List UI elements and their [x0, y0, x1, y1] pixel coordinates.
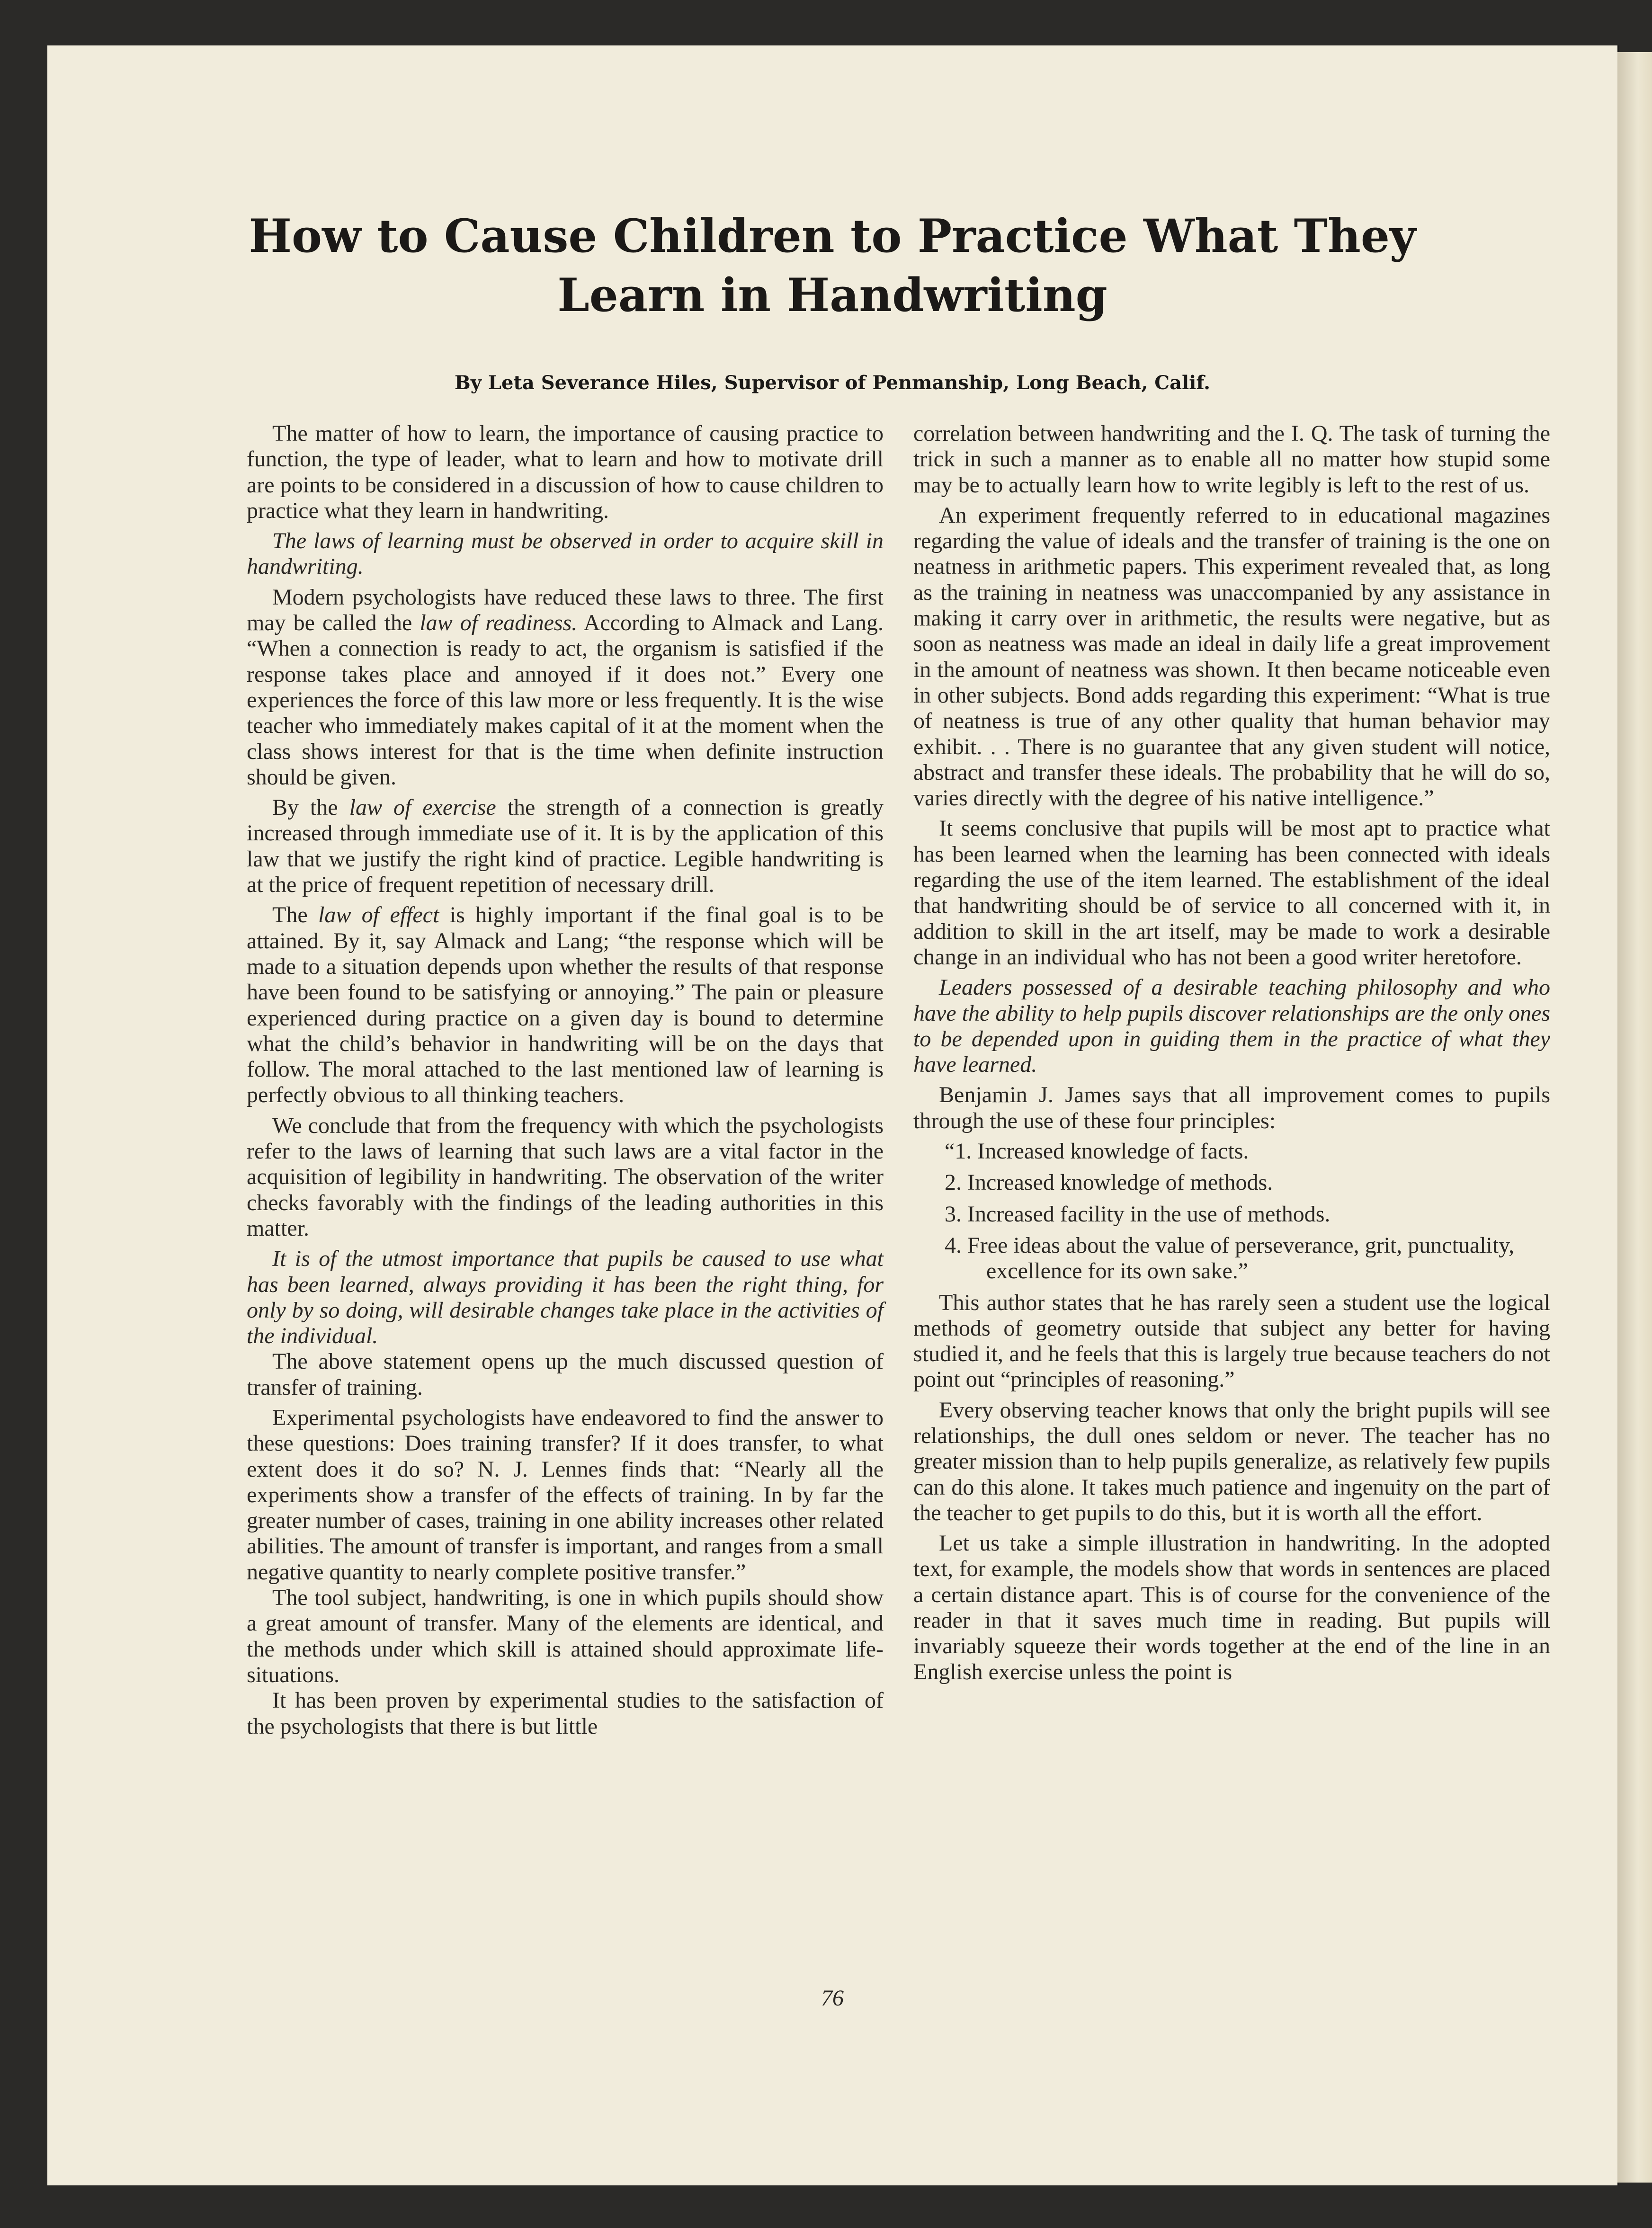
paragraph: Every observing teacher knows that only the bright pupils will see relationships, the dull ones seldom or never. The teacher has no greater mission than to help pupils generalize, as relatively few pupils can do this alone. It takes much patience and ingenuity on the part of the teacher to get pupils to do this, but it is worth all the effort. — [913, 1397, 1550, 1525]
article-title — [47, 206, 1617, 325]
paragraph: The tool subject, handwriting, is one in which pupils should show a great amount of transfer. Many of the elements are identical, and the methods under which skill is attained should approximate life-situations. — [247, 1585, 884, 1687]
paragraph — [247, 585, 884, 790]
right-column — [913, 421, 1550, 1690]
italic-principle: It is of the utmost importance that pupils be caused to use what has been learned, always providing it has been the right thing, for only by so doing, will desirable changes take place in the activities of the individual. — [247, 1246, 884, 1349]
list-item: 2. Increased knowledge of methods. — [945, 1170, 1273, 1195]
paragraph-text: the strength of a connection is greatly increased through immediate use of it. It is by the application of this law that we justify the right kind of practice. Legible handwriting is at the price of frequent repetition of necessary drill. — [247, 795, 884, 898]
paragraph: This author states that he has rarely seen a student use the logical methods of geometry outside that subject any better for having studied it, and he feels that this is largely true because teachers do not point out “principles of reasoning.” — [913, 1290, 1550, 1392]
paragraph-text: Modern psychologists have reduced these laws to three. The first may be called the — [247, 584, 884, 636]
list-item: “1. Increased knowledge of facts. — [945, 1139, 1249, 1164]
law-of-exercise-term: law of exercise — [349, 795, 496, 820]
paragraph: Let us take a simple illustration in handwriting. In the adopted text, for example, the models show that words in sentences are placed a certain distance apart. This is of course for the convenience of the reader in that it saves much time in reading. But pupils will invariably squeeze their words together at the end of the line in an English exercise unless the point is — [913, 1531, 1550, 1684]
paragraph-text: According to Almack and Lang. “When a connection is ready to act, the organism is satisfied if the response takes place and annoyed if it does not.” Every one experiences the force of this law more or less frequently. It is the wise teacher who immediately makes capital of it at the moment when the class shows interest for that is the time when definite instruction should be given. — [247, 610, 884, 790]
paragraph-text: The — [272, 902, 319, 928]
list-item: 3. Increased facility in the use of methods. — [945, 1201, 1331, 1227]
title-line-1: How to Cause Children to Practice What They — [249, 209, 1416, 263]
paragraph: correlation between handwriting and the I. Q. The task of turning the trick in such a manner as to enable all no matter how stupid some may be to actually learn how to write legibly is left to the rest of us. — [913, 421, 1550, 498]
paragraph — [247, 795, 884, 898]
paragraph: An experiment frequently referred to in educational magazines regarding the value of ideals and the transfer of training is the one on neatness in arithmetic papers. This experiment revealed that, as long as the training in neatness was unaccompanied by any assistance in making it carry over in arithmetic, the results were negative, but as soon as neatness was made an ideal in daily life a great improvement in the amount of neatness was shown. It then became noticeable even in other subjects. Bond adds regarding this experiment: “What is true of neatness is true of any other quality that human behavior may exhibit. . . There is no guarantee that any given student will notice, abstract and transfer these ideals. The probability that he will do so, varies directly with the degree of his native intelligence.” — [913, 502, 1550, 811]
magazine-page — [47, 45, 1617, 2185]
list-item: 4. Free ideas about the value of perseverance, grit, punctuality, excellence for its own sake.” — [945, 1232, 1515, 1284]
paragraph — [247, 902, 884, 1108]
paragraph: It seems conclusive that pupils will be most apt to practice what has been learned when the learning has been connected with ideals regarding the use of the item learned. The establishment of the ideal that handwriting should be of service to all concerned with it, in addition to skill in the art itself, may be made to work a desirable change in an individual who has not been a good writer heretofore. — [913, 816, 1550, 970]
title-line-2: Learn in Handwriting — [557, 268, 1107, 322]
paragraph: We conclude that from the frequency with which the psychologists refer to the laws of learning that such laws are a vital factor in the acquisition of legibility in handwriting. The observation of the writer checks favorably with the findings of the leading authorities in this matter. — [247, 1113, 884, 1241]
byline: By Leta Severance Hiles, Supervisor of Penmanship, Long Beach, Calif. — [454, 372, 1211, 394]
italic-principle: Leaders possessed of a desirable teaching philosophy and who have the ability to help pupils discover relationships are the only ones to be depended upon in guiding them in the practice of what they have learned. — [913, 975, 1550, 1078]
page-number: 76 — [821, 1986, 844, 2011]
next-page-edge — [1617, 52, 1652, 2183]
left-column — [247, 421, 884, 1744]
paragraph: Experimental psychologists have endeavored to find the answer to these questions: Does training transfer? If it does transfer, to what extent does it do so? N. J. Lennes finds that: “Nearly all the experiments show a transfer of the effects of training. In by far the greater number of cases, training in one ability increases other related abilities. The amount of transfer is important, and ranges from a small negative quantity to nearly complete positive transfer.” — [247, 1405, 884, 1585]
paragraph: Benjamin J. James says that all improvement comes to pupils through the use of these four principles: — [913, 1082, 1550, 1133]
principles-list — [913, 1139, 1550, 1284]
paragraph: The matter of how to learn, the importance of causing practice to function, the type of leader, what to learn and how to motivate drill are points to be considered in a discussion of how to cause children to practice what they learn in handwriting. — [247, 421, 884, 523]
paragraph-text: By the — [272, 795, 349, 820]
paragraph: It has been proven by experimental studies to the satisfaction of the psychologists that there is but little — [247, 1688, 884, 1739]
paragraph: The above statement opens up the much discussed question of transfer of training. — [247, 1349, 884, 1400]
law-of-effect-term: law of effect — [318, 902, 439, 928]
paragraph-text: is highly important if the final goal is to be attained. By it, say Almack and Lang; “the response which will be made to a situation depends upon whether the results of that response have been found to be satisfying or annoying.” The pain or pleasure experienced during practice on a given day is bound to determine what the child’s behavior in handwriting will be on the days that follow. The moral attached to the last mentioned law of learning is perfectly obvious to all thinking teachers. — [247, 902, 884, 1108]
law-of-readiness-term: law of readiness. — [420, 610, 578, 636]
italic-principle: The laws of learning must be observed in order to acquire skill in handwriting. — [247, 528, 884, 579]
